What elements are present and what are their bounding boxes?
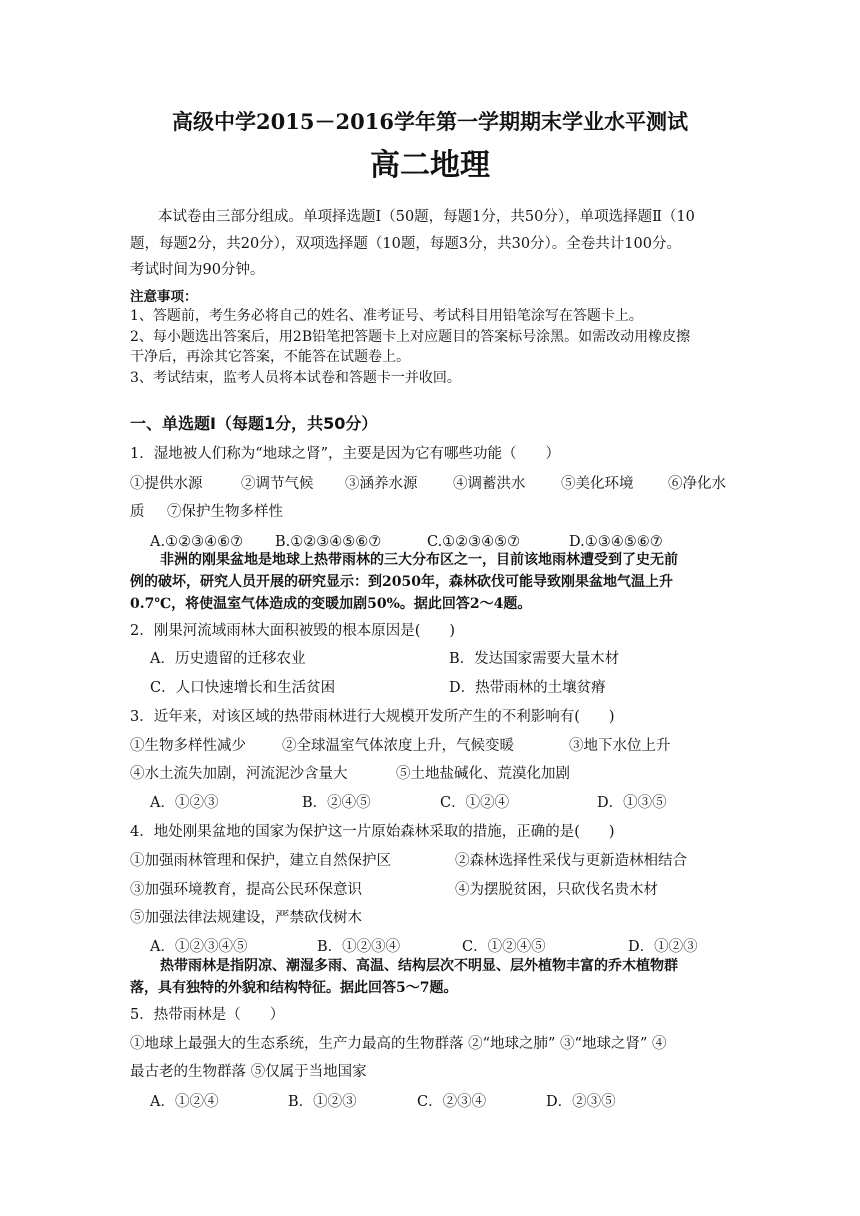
q5-option-b: B．①②③	[288, 1094, 357, 1110]
q4-item: ⑤加强法律法规建设，严禁砍伐树木	[130, 910, 362, 926]
q4-option-c: C．①②④⑤	[462, 939, 546, 955]
exam-title: 高级中学2015－2016学年第一学期期末学业水平测试	[172, 109, 688, 134]
q1-option-d: D.①③④⑤⑥⑦	[569, 534, 663, 550]
q4-option-d: D．①②③	[628, 939, 698, 955]
q2-option-a: A．历史遗留的迁移农业	[150, 651, 306, 667]
question-stem: 1．湿地被人们称为“地球之肾”，主要是因为它有哪些功能（ ）	[130, 446, 561, 462]
q1-option-a: A.①②③④⑥⑦	[150, 534, 244, 550]
intro-line: 本试卷由三部分组成。单项择选题Ⅰ（50题，每题1分，共50分），单项选择题Ⅱ（10	[158, 209, 695, 225]
q1-item: ⑥净化水	[668, 476, 726, 492]
q1-option-b: B.①②③④⑤⑥⑦	[275, 534, 382, 550]
q3-item: ②全球温室气体浓度上升，气候变暖	[282, 738, 514, 754]
q5-option-c: C．②③④	[417, 1094, 487, 1110]
q1-item: ②调节气候	[241, 476, 314, 492]
q5-option-d: D．②③⑤	[546, 1094, 616, 1110]
notes-heading: 注意事项：	[130, 289, 198, 305]
q3-option-a: A．①②③	[150, 795, 219, 811]
q1-item: ④调蓄洪水	[453, 476, 526, 492]
q3-option-d: D．①③⑤	[597, 795, 667, 811]
q5-option-a: A．①②④	[150, 1094, 219, 1110]
q3-item: ③地下水位上升	[569, 738, 671, 754]
question-stem: 5．热带雨林是（ ）	[130, 1007, 285, 1023]
q1-item: ③涵养水源	[345, 476, 418, 492]
q4-item: ②森林选择性采伐与更新造林相结合	[455, 853, 687, 869]
question-stem: 4．地处刚果盆地的国家为保护这一片原始森林采取的措施，正确的是( )	[130, 824, 615, 840]
q1-option-c: C.①②③④⑤⑦	[427, 534, 521, 550]
subject-title: 高二地理	[370, 148, 490, 183]
intro-line: 考试时间为90分钟。	[130, 262, 265, 278]
q4-option-b: B．①②③④	[317, 939, 401, 955]
q5-item-line: 最古老的生物群落 ⑤仅属于当地国家	[130, 1064, 367, 1080]
q2-option-c: C．人口快速增长和生活贫困	[150, 680, 336, 696]
note-line: 2、每小题选出答案后，用2B铅笔把答题卡上对应题目的答案标号涂黑。如需改动用橡皮擦	[130, 329, 691, 345]
question-stem: 2．刚果河流域雨林大面积被毁的根本原因是( )	[130, 623, 456, 639]
passage-line: 热带雨林是指阴凉、潮湿多雨、高温、结构层次不明显、层外植物丰富的乔木植物群	[160, 958, 678, 974]
q4-item: ①加强雨林管理和保护，建立自然保护区	[130, 853, 391, 869]
q4-option-a: A．①②③④⑤	[150, 939, 248, 955]
section-heading: 一、单选题Ⅰ（每题1分，共50分）	[130, 414, 378, 433]
note-line: 1、答题前，考生务必将自己的姓名、准考证号、考试科目用铅笔涂写在答题卡上。	[130, 308, 643, 324]
q1-item: ①提供水源	[130, 476, 203, 492]
q1-item: ⑤美化环境	[561, 476, 634, 492]
note-line: 3、考试结束，监考人员将本试卷和答题卡一并收回。	[130, 370, 461, 386]
passage-line: 落，具有独特的外貌和结构特征。据此回答5～7题。	[130, 980, 458, 996]
q3-item: ④水土流失加剧，河流泥沙含量大	[130, 766, 348, 782]
note-line: 干净后，再涂其它答案，不能答在试题卷上。	[130, 349, 410, 365]
q3-option-c: C．①②④	[440, 795, 510, 811]
question-stem: 3．近年来，对该区域的热带雨林进行大规模开发所产生的不利影响有( )	[130, 709, 615, 725]
q3-item: ⑤土地盐碱化、荒漠化加剧	[396, 766, 570, 782]
q5-item-line: ①地球上最强大的生态系统，生产力最高的生物群落 ②“地球之肺” ③“地球之肾” ④	[130, 1036, 667, 1052]
q1-item: 质	[130, 504, 145, 520]
q1-item: ⑦保护生物多样性	[167, 504, 283, 520]
intro-line: 题，每题2分，共20分），双项选择题（10题，每题3分，共30分）。全卷共计100分。	[130, 236, 681, 252]
q3-option-b: B．②④⑤	[302, 795, 371, 811]
q3-item: ①生物多样性减少	[130, 738, 246, 754]
passage-line: 例的破坏，研究人员开展的研究显示：到2050年，森林砍伐可能导致刚果盆地气温上升	[130, 574, 673, 590]
passage-line: 0.7℃，将使温室气体造成的变暖加剧50%。据此回答2～4题。	[130, 596, 532, 612]
passage-line: 非洲的刚果盆地是地球上热带雨林的三大分布区之一，目前该地雨林遭受到了史无前	[160, 552, 678, 568]
q2-option-b: B．发达国家需要大量木材	[449, 651, 620, 667]
q4-item: ③加强环境教育，提高公民环保意识	[130, 882, 362, 898]
q4-item: ④为摆脱贫困，只砍伐名贵木材	[455, 882, 658, 898]
q2-option-d: D．热带雨林的土壤贫瘠	[449, 680, 606, 696]
